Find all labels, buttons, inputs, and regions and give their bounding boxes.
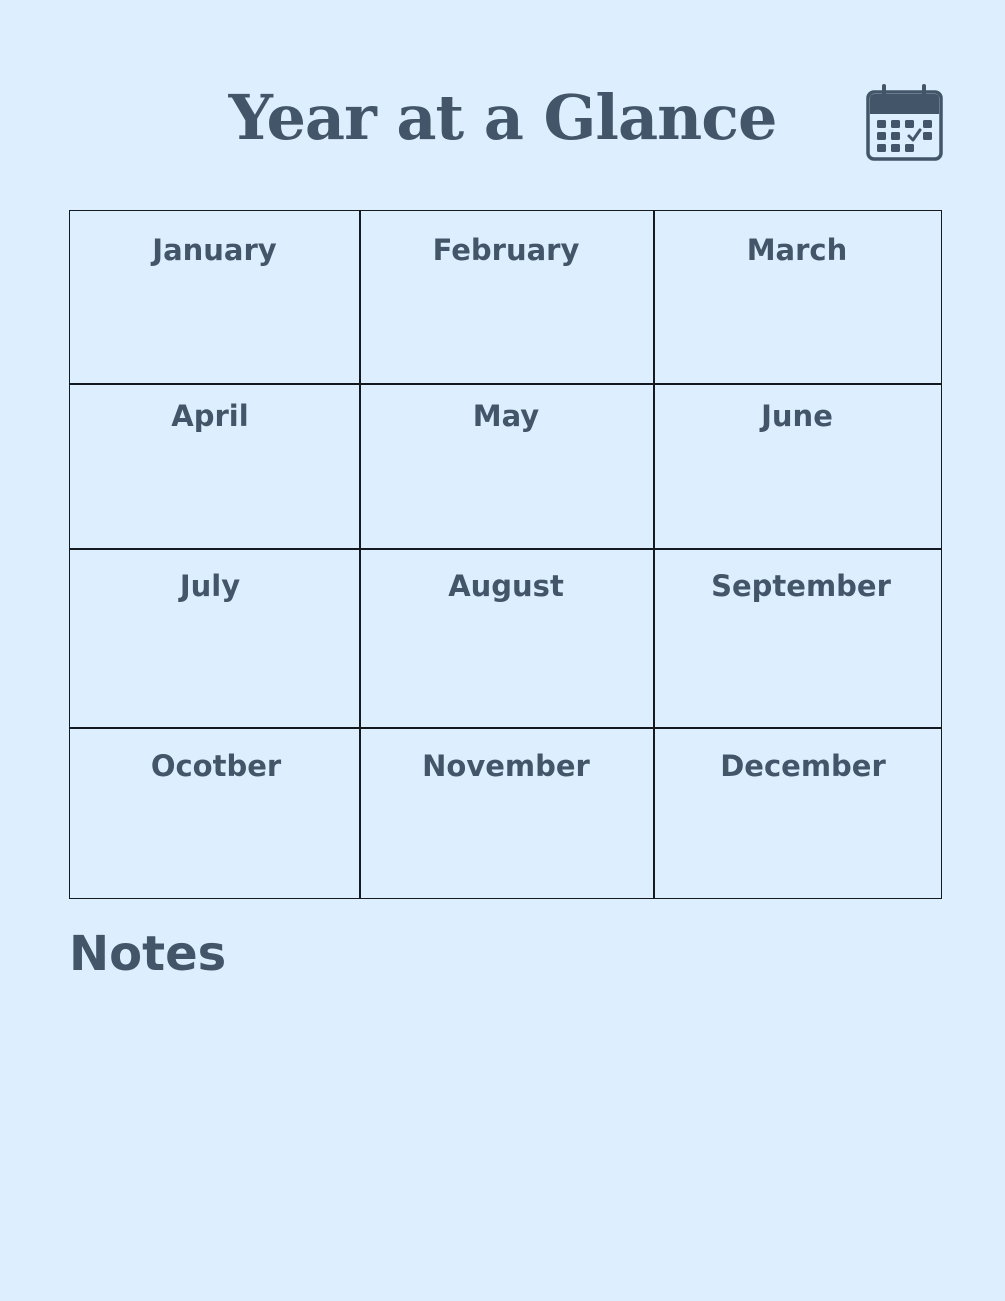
month-label: July [179, 569, 241, 603]
month-cell-june [653, 383, 941, 548]
month-label: March [746, 233, 848, 267]
month-cell-may [359, 383, 653, 548]
month-cell-december [653, 727, 941, 898]
month-label: Ocotber [150, 749, 282, 783]
months-grid [69, 210, 942, 899]
page-title: Year at a Glance [228, 81, 777, 154]
month-cell-august [359, 548, 653, 727]
month-label: November [422, 749, 590, 783]
month-label: August [448, 569, 564, 603]
month-label: February [432, 233, 580, 267]
month-cell-july [70, 548, 359, 727]
calendar-icon [866, 84, 943, 161]
month-label: September [711, 569, 891, 603]
month-label: December [720, 749, 886, 783]
month-cell-october [70, 727, 359, 898]
month-cell-february [359, 211, 653, 383]
month-cell-january [70, 211, 359, 383]
month-label: January [152, 233, 277, 267]
month-cell-november [359, 727, 653, 898]
month-label: June [761, 399, 833, 433]
month-label: May [472, 399, 540, 433]
month-cell-march [653, 211, 941, 383]
month-cell-april [70, 383, 359, 548]
month-label: April [171, 399, 249, 433]
notes-heading: Notes [69, 926, 227, 982]
month-cell-september [653, 548, 941, 727]
